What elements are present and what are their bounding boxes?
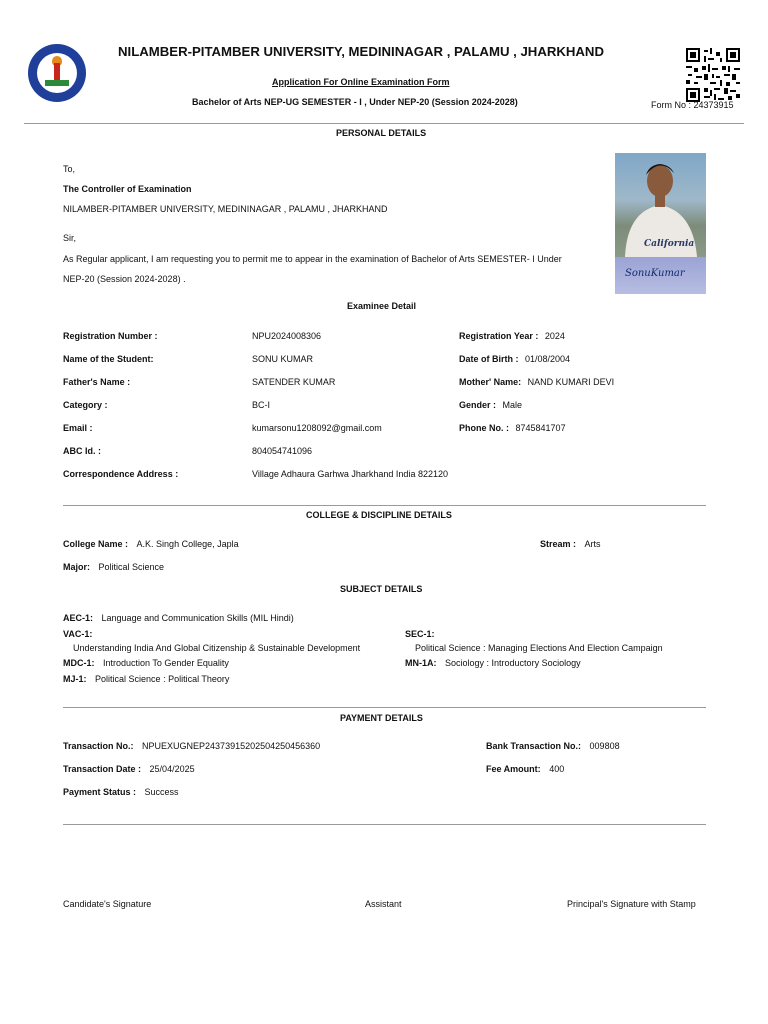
student-photo: [615, 153, 706, 257]
transaction-date-label: Transaction Date :: [63, 764, 142, 774]
candidate-signature-label: Candidate's Signature: [63, 899, 152, 909]
mother-name: [459, 377, 614, 387]
payment-status: [63, 787, 179, 797]
stream-value: Arts: [584, 539, 601, 549]
university-emblem-icon: [28, 44, 86, 102]
payment-status-label: Payment Status :: [63, 787, 137, 797]
father-name-label: Father's Name :: [63, 377, 131, 387]
college-details-heading: COLLEGE & DISCIPLINE DETAILS: [306, 510, 452, 520]
mother-name-label: Mother' Name:: [459, 377, 522, 387]
sec-label: SEC-1:: [405, 629, 435, 639]
mother-name-value: NAND KUMARI DEVI: [527, 377, 615, 387]
subject-details-heading: SUBJECT DETAILS: [340, 584, 423, 594]
letter-request-line1: As Regular applicant, I am requesting you to permit me to appear in the examination of Bachelor of Arts SEMESTER- I Under: [63, 254, 562, 264]
bank-transaction: [486, 741, 620, 751]
transaction-date: [63, 764, 195, 774]
examinee-detail-heading: Examinee Detail: [347, 301, 417, 311]
letter-university: NILAMBER-PITAMBER UNIVERSITY, MEDININAGAR , PALAMU , JHARKHAND: [63, 204, 388, 214]
fee-amount-value: 400: [549, 764, 565, 774]
major-value: Political Science: [98, 562, 165, 572]
registration-number-label: Registration Number :: [63, 331, 158, 341]
registration-year: [459, 331, 565, 341]
phone: [459, 423, 566, 433]
phone-label: Phone No. :: [459, 423, 509, 433]
student-signature: [615, 257, 706, 294]
sec-value: Political Science : Managing Elections And Election Campaign: [415, 643, 663, 653]
letter-addressee: The Controller of Examination: [63, 184, 192, 194]
address-label: Correspondence Address :: [63, 469, 179, 479]
date-of-birth: [459, 354, 570, 364]
mdc-subject: [63, 658, 229, 668]
mj-label: MJ-1:: [63, 674, 87, 684]
college-name-value: A.K. Singh College, Japla: [136, 539, 239, 549]
transaction-number: [63, 741, 320, 751]
mdc-value: Introduction To Gender Equality: [103, 658, 229, 668]
college-name-label: College Name :: [63, 539, 129, 549]
bank-transaction-label: Bank Transaction No.:: [486, 741, 582, 751]
category-value: BC-I: [252, 400, 270, 410]
gender: [459, 400, 522, 410]
form-number: Form No : 24373915: [651, 100, 734, 110]
transaction-number-value: NPUEXUGNEP243739152025042504563​60: [142, 741, 321, 751]
registration-year-label: Registration Year :: [459, 331, 539, 341]
dob-value: 01/08/2004: [525, 354, 571, 364]
abc-id-value: 804054741096: [252, 446, 313, 456]
registration-year-value: 2024: [544, 331, 565, 341]
payment-details-heading: PAYMENT DETAILS: [340, 713, 423, 723]
course-line: Bachelor of Arts NEP-UG SEMESTER - I , Under NEP-20 (Session 2024-2028): [192, 97, 518, 107]
stream-label: Stream :: [540, 539, 577, 549]
mj-subject: [63, 674, 229, 684]
mj-value: Political Science : Political Theory: [95, 674, 230, 684]
footer-divider: [63, 824, 706, 825]
address-value: Village Adhaura Garhwa Jharkhand India 822120: [252, 469, 448, 479]
aec-subject: [63, 613, 294, 623]
stream: [540, 539, 601, 549]
dob-label: Date of Birth :: [459, 354, 519, 364]
major-label: Major:: [63, 562, 90, 572]
student-name-label: Name of the Student:: [63, 354, 154, 364]
payment-status-value: Success: [144, 787, 179, 797]
abc-id-label: ABC Id. :: [63, 446, 101, 456]
email-label: Email :: [63, 423, 93, 433]
fee-amount-label: Fee Amount:: [486, 764, 541, 774]
gender-value: Male: [502, 400, 523, 410]
student-name-value: SONU KUMAR: [252, 354, 314, 364]
mn-value: Sociology : Introductory Sociology: [445, 658, 581, 668]
mn-label: MN-1A:: [405, 658, 437, 668]
mdc-label: MDC-1:: [63, 658, 95, 668]
registration-number-value: NPU2024008306: [252, 331, 322, 341]
photo-shirt-text: California: [644, 239, 695, 249]
assistant-label: Assistant: [365, 899, 402, 909]
vac-label: VAC-1:: [63, 629, 93, 639]
transaction-number-label: Transaction No.:: [63, 741, 134, 751]
bank-transaction-value: 009808: [589, 741, 620, 751]
form-title: Application For Online Examination Form: [272, 77, 450, 87]
vac-value: Understanding India And Global Citizenship & Sustainable Development: [73, 643, 361, 653]
email-value: kumarsonu1208092@gmail.com: [252, 423, 382, 433]
phone-value: 8745841707: [515, 423, 566, 433]
header-divider: [24, 123, 744, 124]
major: [63, 562, 164, 572]
signature-scribble: SonuKumar: [625, 268, 685, 279]
letter-to: To,: [63, 164, 76, 174]
father-name-value: SATENDER KUMAR: [252, 377, 336, 387]
personal-details-heading: PERSONAL DETAILS: [336, 128, 427, 138]
category-label: Category :: [63, 400, 108, 410]
qr-code-icon: [686, 48, 740, 102]
aec-label: AEC-1:: [63, 613, 94, 623]
college-name: [63, 539, 239, 549]
gender-label: Gender :: [459, 400, 497, 410]
college-divider: [63, 505, 706, 506]
principal-signature-label: Principal's Signature with Stamp: [567, 899, 696, 909]
payment-divider: [63, 707, 706, 708]
letter-request-line2: NEP-20 (Session 2024-2028) .: [63, 274, 186, 284]
aec-value: Language and Communication Skills (MIL Hindi): [101, 613, 294, 623]
transaction-date-value: 25/04/2025: [149, 764, 195, 774]
fee-amount: [486, 764, 564, 774]
letter-salutation: Sir,: [63, 233, 77, 243]
university-title: NILAMBER-PITAMBER UNIVERSITY, MEDININAGAR , PALAMU , JHARKHAND: [118, 44, 604, 59]
mn-subject: [405, 658, 581, 668]
